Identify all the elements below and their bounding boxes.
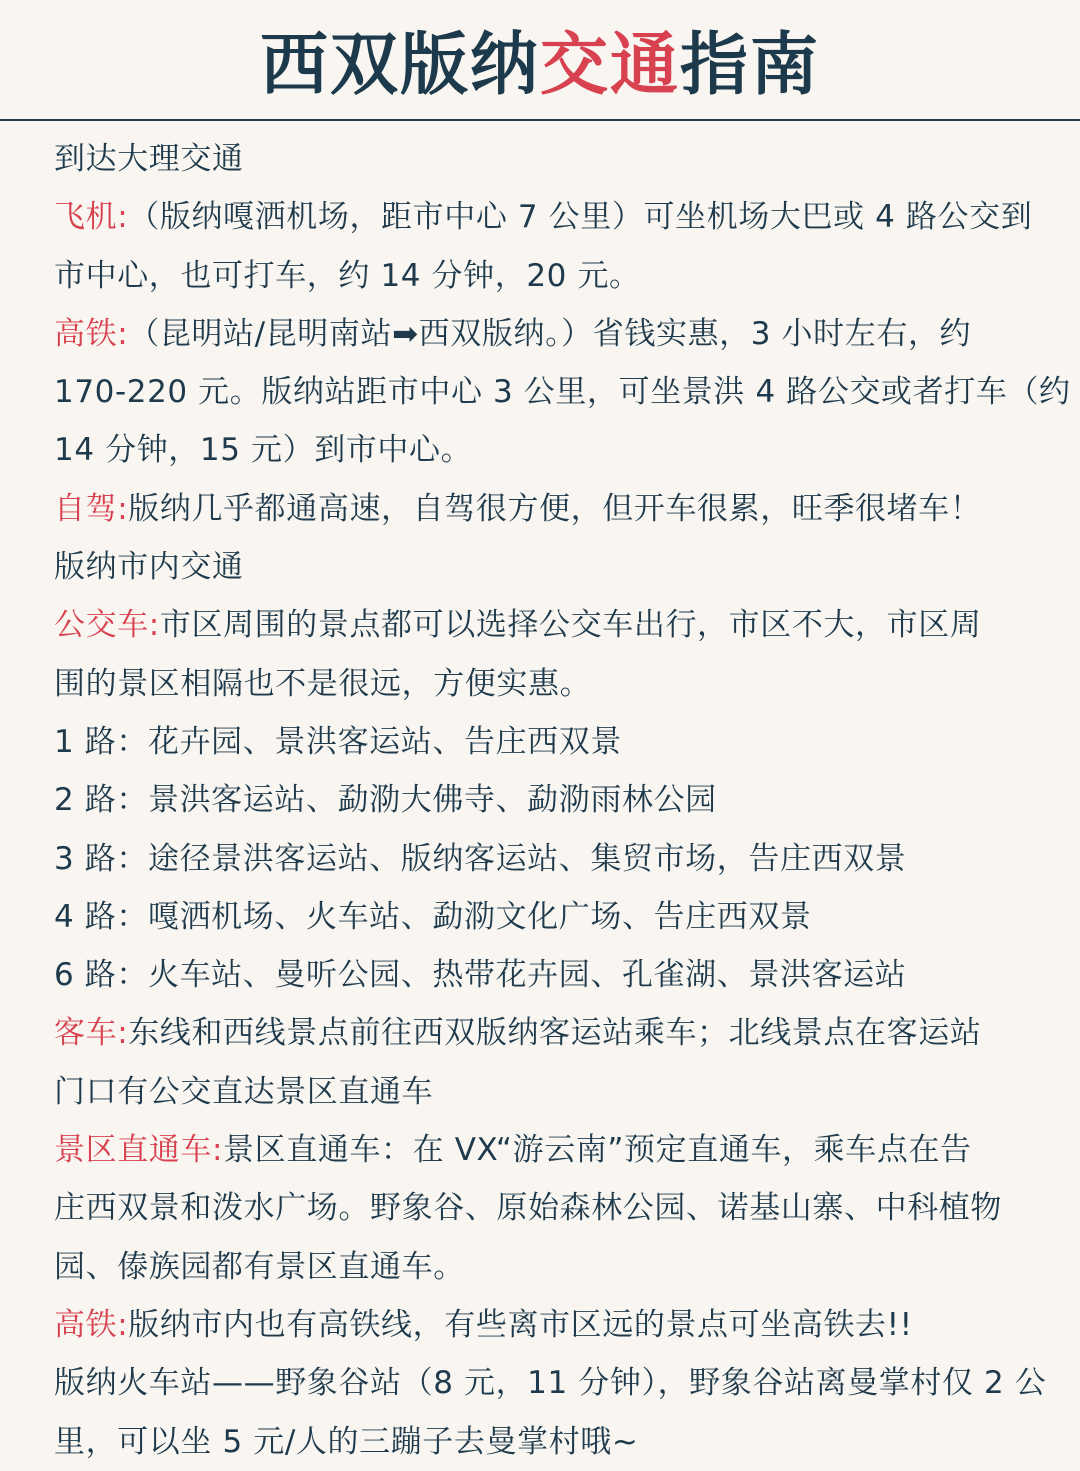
city-train-label: 高铁: xyxy=(54,1306,129,1343)
route-3: 3 路：途径景洪客运站、版纳客运站、集贸市场，告庄西双景 xyxy=(54,840,907,877)
city-heading: 版纳市内交通 xyxy=(54,549,244,586)
guide-content xyxy=(54,130,1071,1471)
city-train-text-1: 版纳市内也有高铁线，有些离市区远的景点可坐高铁去!! xyxy=(128,1306,913,1343)
coach-line-2: 门口有公交直达景区直通车 xyxy=(54,1073,434,1110)
plane-label: 飞机: xyxy=(54,199,129,236)
title-divider xyxy=(0,119,1080,121)
shuttle-line-2: 庄西双景和泼水广场。野象谷、原始森林公园、诺基山寨、中科植物 xyxy=(54,1190,1002,1227)
bus-label: 公交车: xyxy=(54,607,160,644)
plane-line-1 xyxy=(54,188,1046,246)
bus-text-1: 市区周围的景点都可以选择公交车出行，市区不大，市区周 xyxy=(159,607,982,644)
shuttle-label: 景区直通车: xyxy=(54,1132,224,1169)
route-4: 4 路：嘎洒机场、火车站、勐泐文化广场、告庄西双景 xyxy=(54,898,812,935)
title-part2: 指南 xyxy=(680,25,821,105)
bus-line-2: 围的景区相隔也不是很远，方便实惠。 xyxy=(54,665,592,702)
page-title xyxy=(0,0,1080,118)
city-train-line-1 xyxy=(54,1296,1046,1354)
route-2: 2 路：景洪客运站、勐泐大佛寺、勐泐雨林公园 xyxy=(54,782,717,819)
train-line-1 xyxy=(54,305,1046,363)
drive-line-1 xyxy=(54,480,1046,538)
train-line-2: 170-220 元。版纳站距市中心 3 公里，可坐景洪 4 路公交或者打车（约 xyxy=(54,374,1071,411)
coach-text-1: 东线和西线景点前往西双版纳客运站乘车；北线景点在客运站 xyxy=(128,1015,982,1052)
route-1: 1 路：花卉园、景洪客运站、告庄西双景 xyxy=(54,723,622,760)
bus-line-1 xyxy=(54,596,1046,654)
plane-text-1: （版纳嘎洒机场，距市中心 7 公里）可坐机场大巴或 4 路公交到 xyxy=(128,199,1033,236)
title-part1: 西双版纳 xyxy=(259,25,540,105)
shuttle-text-1: 景区直通车：在 VX“游云南”预定直通车，乘车点在告 xyxy=(223,1132,972,1169)
drive-text-1: 版纳几乎都通高速，自驾很方便，但开车很累，旺季很堵车！ xyxy=(128,490,982,527)
shuttle-line-3: 园、傣族园都有景区直通车。 xyxy=(54,1248,465,1285)
route-6: 6 路：火车站、曼听公园、热带花卉园、孔雀湖、景洪客运站 xyxy=(54,957,907,994)
drive-label: 自驾: xyxy=(54,490,129,527)
train-text-1: （昆明站/昆明南站➡西双版纳。）省钱实惠，3 小时左右，约 xyxy=(128,315,972,352)
title-accent: 交通 xyxy=(539,25,680,105)
shuttle-line-1 xyxy=(54,1121,1046,1179)
coach-label: 客车: xyxy=(54,1015,129,1052)
coach-line-1 xyxy=(54,1004,1046,1062)
train-label: 高铁: xyxy=(54,315,129,352)
arrive-heading: 到达大理交通 xyxy=(54,141,244,177)
city-train-line-2: 版纳火车站——野象谷站（8 元，11 分钟），野象谷站离曼掌村仅 2 公 xyxy=(54,1365,1047,1402)
plane-line-2: 市中心，也可打车，约 14 分钟，20 元。 xyxy=(54,257,641,294)
train-line-3: 14 分钟，15 元）到市中心。 xyxy=(54,432,473,469)
city-train-line-3: 里，可以坐 5 元/人的三蹦子去曼掌村哦~ xyxy=(54,1423,639,1460)
